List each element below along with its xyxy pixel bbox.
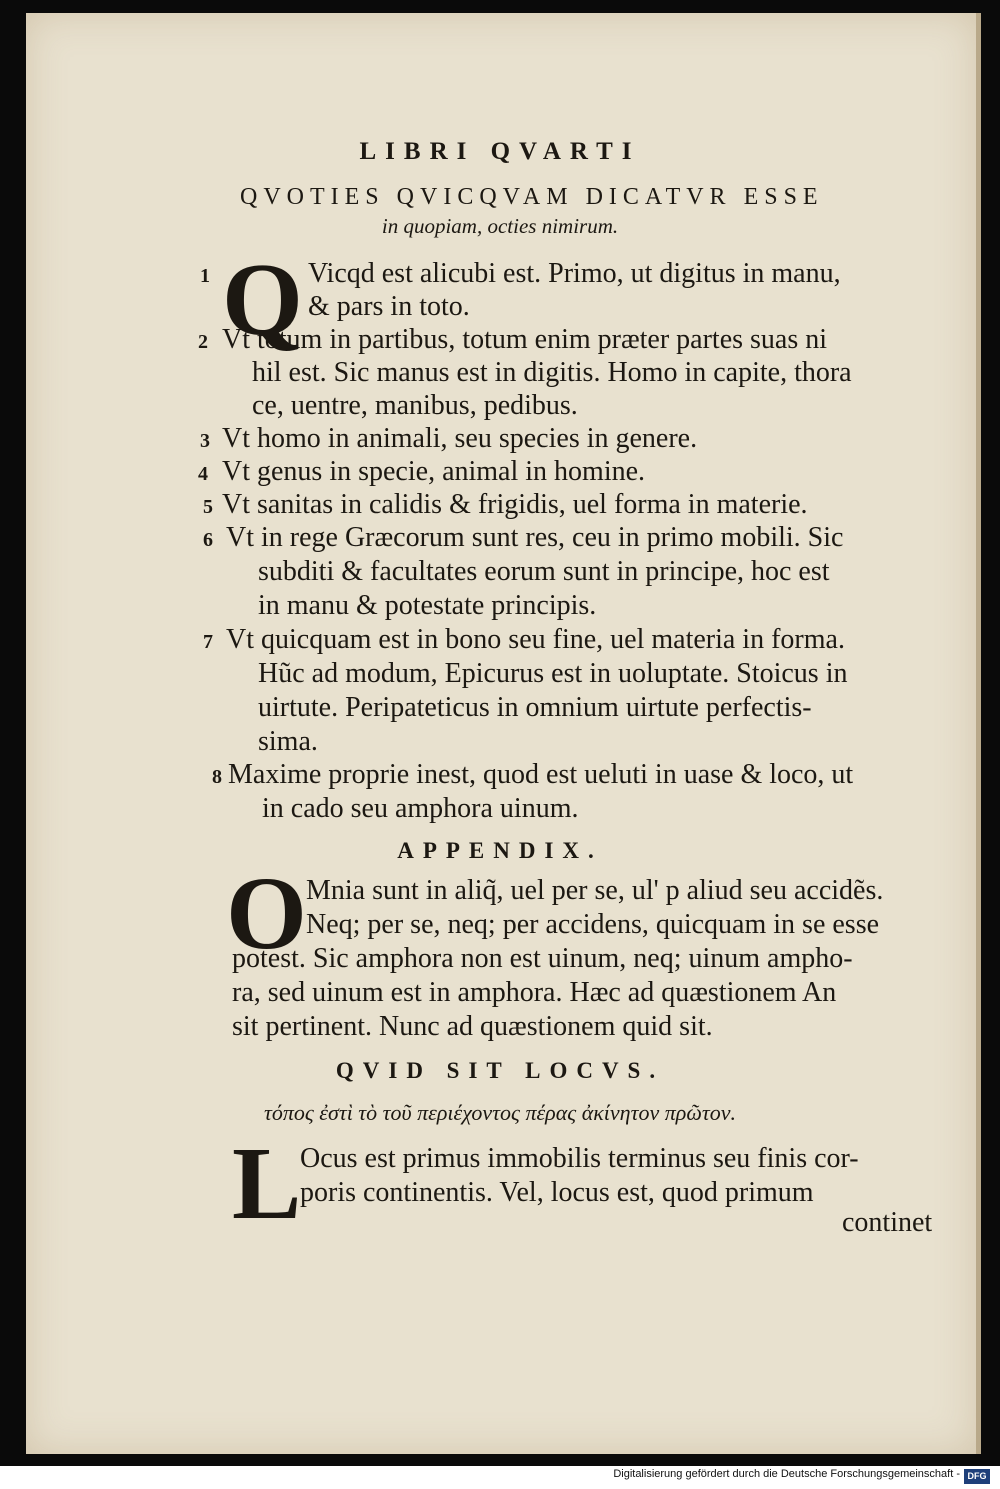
appendix-title: APPENDIX. (397, 838, 603, 863)
text-line: Vt sanitas in calidis & frigidis, uel forma in materie. (222, 489, 808, 520)
greek-definition: τόπος ἐστὶ τὸ τοῦ περιέχοντος πέρας ἀκίνητον πρῶτον. (263, 1100, 736, 1125)
item-number: 6 (203, 529, 213, 551)
text-line: Neq; per se, neq; per accidens, quicquam in se esse (306, 909, 880, 940)
dropcap-q: Q (222, 242, 303, 357)
section-title: QVOTIES QVICQVAM DICATVR ESSE (240, 184, 824, 210)
item-number: 7 (203, 631, 213, 653)
text-line: Maxime proprie inest, quod est ueluti in uase & loco, ut (228, 759, 854, 790)
section-subtitle: in quopiam, octies nimirum. (381, 214, 619, 238)
text-line: uirtute. Peripateticus in omnium uirtute perfectis- (258, 692, 812, 723)
item-number: 3 (200, 430, 210, 452)
text-line: poris continentis. Vel, locus est, quod primum (300, 1177, 814, 1208)
footer-credit: Digitalisierung gefördert durch die Deutsche Forschungsgemeinschaft - (613, 1468, 960, 1480)
text-line: Vt genus in specie, animal in homine. (222, 456, 646, 487)
text-line: sima. (258, 726, 318, 757)
text-line: in cado seu amphora uinum. (262, 793, 579, 824)
dropcap-l: L (232, 1126, 302, 1241)
text-line: in manu & potestate principis. (258, 590, 597, 621)
text-line: Ocus est primus immobilis terminus seu finis cor- (300, 1143, 859, 1174)
text-line: & pars in toto. (308, 291, 470, 322)
running-head: LIBRI QVARTI (359, 138, 641, 165)
text-line: Vt in rege Græcorum sunt res, ceu in primo mobili. Sic (226, 522, 844, 553)
text-line: Mnia sunt in aliq̃, uel per se, ul' p aliud seu accidẽs. (306, 875, 884, 906)
item-number: 2 (198, 331, 208, 353)
catchword: continet (842, 1207, 933, 1238)
item-number: 4 (198, 463, 208, 485)
text-line: Vicqd est alicubi est. Primo, ut digitus in manu, (308, 258, 841, 289)
item-number: 5 (203, 496, 213, 518)
text-line: ce, uentre, manibus, pedibus. (252, 390, 578, 421)
dfg-logo[interactable]: DFG (964, 1469, 990, 1484)
item-number: 8 (212, 766, 222, 788)
text-line: hil est. Sic manus est in digitis. Homo in capite, thora (252, 357, 852, 388)
dropcap-o: O (226, 856, 307, 971)
footer-bar (0, 1466, 1000, 1489)
text-line: Hũc ad modum, Epicurus est in uoluptate. Stoicus in (258, 658, 848, 689)
text-line: Vt quicquam est in bono seu fine, uel materia in forma. (226, 624, 845, 655)
text-line: subditi & facultates eorum sunt in principe, hoc est (258, 556, 830, 587)
locus-title: QVID SIT LOCVS. (335, 1058, 665, 1083)
text-line: Vt homo in animali, seu species in genere. (222, 423, 698, 454)
text-line: ra, sed uinum est in amphora. Hæc ad quæstionem An (232, 977, 837, 1008)
text-line: sit pertinent. Nunc ad quæstionem quid sit. (232, 1011, 713, 1042)
text-line: potest. Sic amphora non est uinum, neq; uinum ampho- (232, 943, 853, 974)
item-number: 1 (200, 265, 210, 287)
text-line: Vt totum in partibus, totum enim præter partes suas ni (222, 324, 828, 355)
